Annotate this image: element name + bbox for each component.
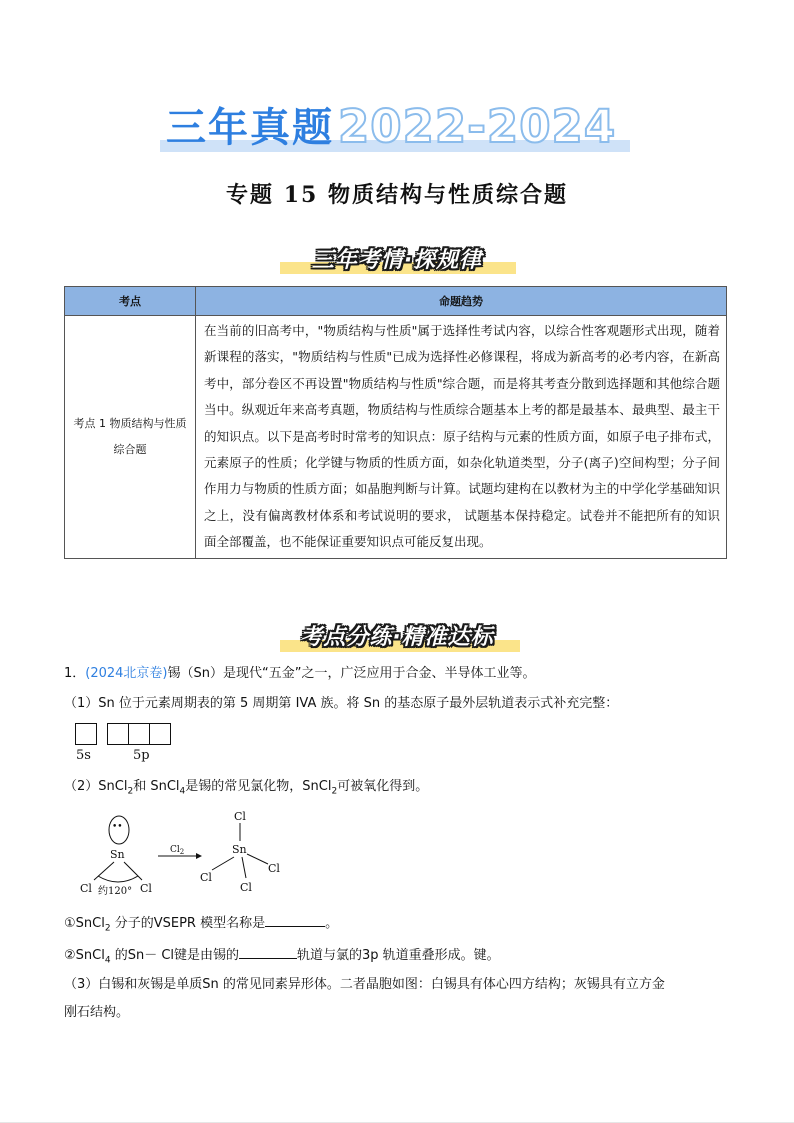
section-title-practice: 考点分练·精准达标 (300, 625, 494, 650)
banner (166, 96, 616, 156)
question-stem (64, 664, 535, 684)
bond (242, 857, 246, 878)
bond (124, 862, 142, 880)
orbital-box-5s (75, 723, 97, 745)
angle-arc (98, 876, 138, 882)
question-number: 1． (64, 666, 86, 681)
question-part3-line2: 刚石结构。 (64, 1005, 130, 1020)
cl-label: Cl (140, 882, 152, 895)
sn-label: Sn (110, 848, 125, 861)
banner-years: 2022-2024 (338, 100, 617, 153)
cl-label: Cl (234, 810, 246, 823)
orbital-box-5p-1 (107, 723, 129, 745)
question-source: (2024北京卷) (85, 666, 168, 681)
orbital-box-5p-3 (149, 723, 171, 745)
bond (247, 854, 268, 864)
question-part2: （2）SnCl$_2$和 SnCl$_4$是锡的常见氯化物，SnCl$_2$可被氧化得到。 (64, 779, 429, 797)
bond (212, 857, 234, 870)
header-trend: 命题趋势 (196, 287, 727, 316)
cell-trend: 在当前的旧高考中，"物质结构与性质"属于选择性考试内容，以综合性客观题形式出现，随着新课程的落实，"物质结构与性质"已成为选择性必修课程，将成为新高考的必考内容，在新高考中，部分卷区不再设置"物质结构与性质"综合题，而是将其考查分散到选择题和其他综合题当中。纵观近年来高考真题，物质结构与性质综合题基本上考的都是最基本、最典型、最主干的知识点。以下是高考时时常考的知识点：原子结构与元素的性质方面，如原子电子排布式，元素原子的性质；化学键与物质的性质方面，如杂化轨道类型，分子(离子)空间构型；分子间作用力与物质的性质方面；如晶胞判断与计算。试题均建构在以教材为主的中学化学基础知识之上，没有偏离教材体系和考试说明的要求， 试题基本保持稳定。试卷并不能把所有的知识面全部覆盖，也不能保证重要知识点可能反复出现。 (196, 316, 727, 559)
cl-label: Cl (80, 882, 92, 895)
question-part1: （1）Sn 位于元素周期表的第 5 周期第 IVA 族。将 Sn 的基态原子最外层轨道表示式补充完整： (64, 696, 619, 711)
arrow-label: $Cl_2$ (170, 845, 185, 856)
cl-label: Cl (240, 881, 252, 894)
topic-title: 专题 15 物质结构与性质综合题 (226, 182, 568, 208)
cl-label: Cl (268, 862, 280, 875)
question-sub1: ①SnCl$_2$ 分子的VSEPR 模型名称是 。 (64, 912, 338, 939)
trend-table (64, 286, 727, 559)
banner-title: 三年真题 (166, 105, 334, 151)
lone-pair-dots: •• (112, 822, 123, 832)
header-kaodian: 考点 (65, 287, 196, 316)
question-part3-line1: （3）白锡和灰锡是单质Sn 的常见同素异形体。二者晶胞如图：白锡具有体心四方结构；灰锡具有立方金 (64, 977, 665, 992)
arrow-head (196, 853, 202, 859)
question-stem-text: 锡（Sn）是现代“五金”之一，广泛应用于合金、半导体工业等。 (167, 666, 536, 681)
cl-label: Cl (200, 871, 212, 884)
orbital-label-5s: 5s (76, 748, 91, 763)
section-title-trends: 三年考情·探规律 (311, 248, 483, 273)
table-row (65, 316, 727, 559)
question-sub2: ②SnCl$_4$ 的Sn－ Cl键是由锡的 轨道与氯的3p 轨道重叠形成。键。 (64, 944, 500, 971)
table-header-row (65, 287, 727, 316)
orbital-box-5p-2 (128, 723, 150, 745)
answer-blank[interactable] (265, 912, 325, 927)
angle-label: 约120° (98, 886, 133, 897)
bond (94, 862, 114, 880)
orbital-label-5p: 5p (133, 748, 150, 763)
cell-kaodian: 考点 1 物质结构与性质综合题 (65, 316, 196, 559)
answer-blank[interactable] (239, 944, 297, 959)
sncl-structure-diagram (72, 808, 292, 903)
sn-label: Sn (232, 843, 247, 856)
